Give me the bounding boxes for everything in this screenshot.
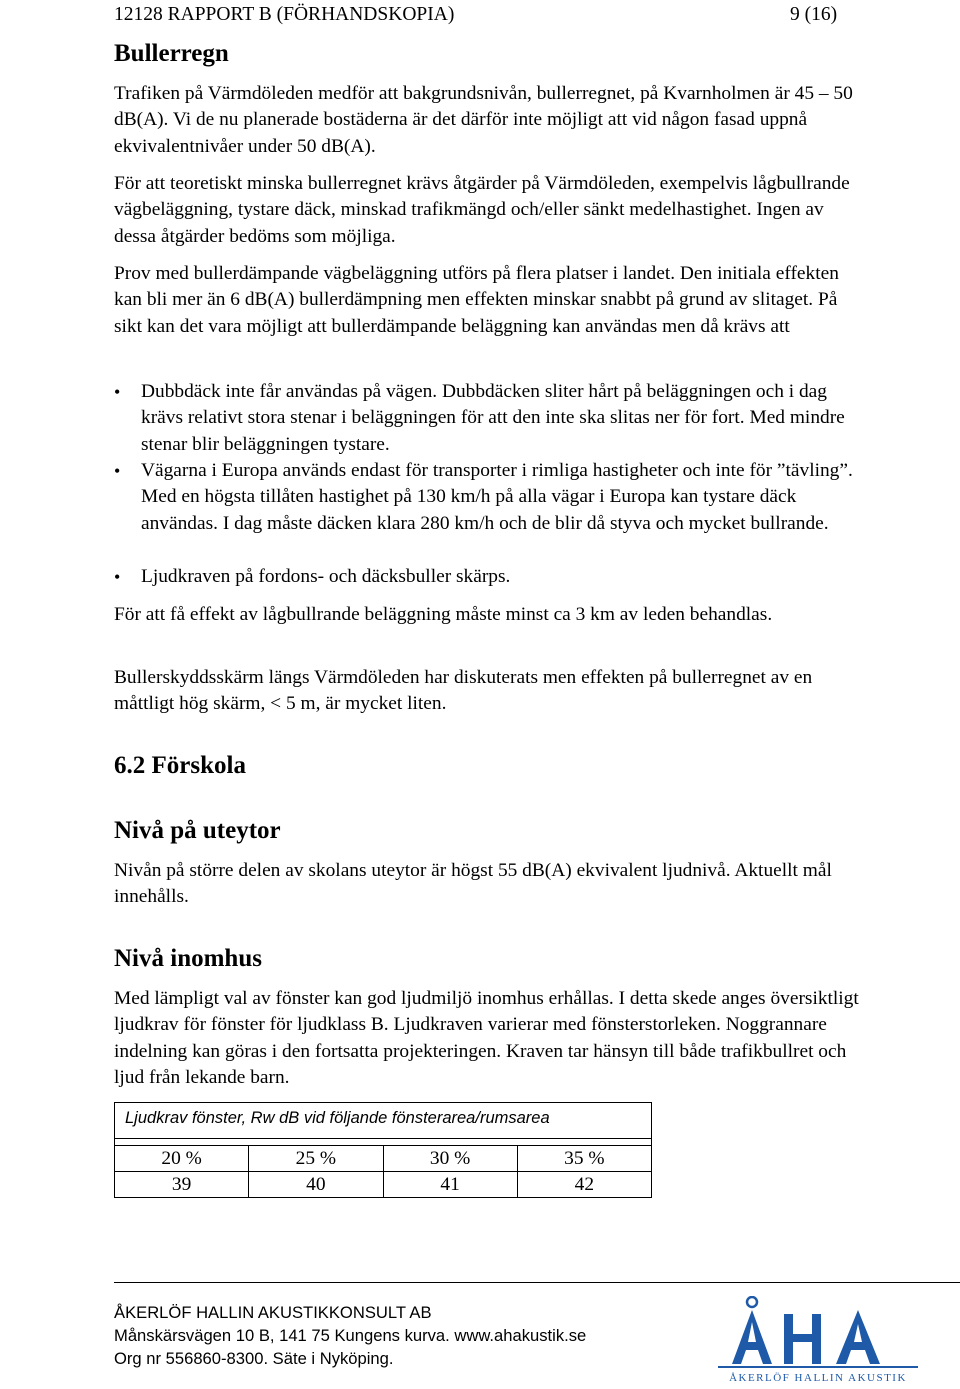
bullet-dot-1: • <box>114 382 121 402</box>
table-cell: 41 <box>383 1172 517 1198</box>
heading-forskola: 6.2 Förskola <box>114 752 246 779</box>
heading-inomhus: Nivå inomhus <box>114 945 262 972</box>
table-header-cell: 20 % <box>115 1146 249 1172</box>
paragraph-1: Trafiken på Värmdöleden medför att bakgrundsnivån, bullerregnet, på Kvarnholmen är 45 – 50 dB(A). Vi de nu planerade bostäderna är det därför inte möjligt att vid någon fasad uppnå ekvivalentnivåer under 50 dB(A). <box>114 83 853 157</box>
footer-org: Org nr 556860-8300. Säte i Nyköping. <box>114 1349 394 1368</box>
report-title: 12128 RAPPORT B (FÖRHANDSKOPIA) <box>114 4 455 25</box>
heading-uteytor: Nivå på uteytor <box>114 817 281 844</box>
table-header-row <box>115 1146 652 1172</box>
page-number: 9 (16) <box>790 4 838 25</box>
bullet-dot-2: • <box>114 461 121 481</box>
heading-bullerregn: Bullerregn <box>114 40 229 67</box>
table-row <box>115 1172 652 1198</box>
paragraph-3: Prov med bullerdämpande vägbeläggning utförs på flera platser i landet. Den initiala effekten kan bli mer än 6 dB(A) bullerdämpning men effekten minskar snabbt på grund av slitaget. På sikt kan det vara möjligt att bullerdämpande beläggning kan användas men då krävs att <box>114 263 839 337</box>
bullet-item-2: Vägarna i Europa används endast för transporter i rimliga hastigheter och inte för ”tävling”. Med en högsta tillåten hastighet på 130 km/h på alla vägar i Europa kan tystare däck användas. I dag måste däcken klara 280 km/h och de blir då styva och mycket bullrande. <box>141 460 853 534</box>
bullet-item-3: Ljudkraven på fordons- och däcksbuller skärps. <box>141 566 511 587</box>
logo-letters-icon <box>718 1297 918 1368</box>
company-logo <box>708 1296 930 1386</box>
table-caption: Ljudkrav fönster, Rw dB vid följande fönsterarea/rumsarea <box>115 1103 652 1139</box>
table-cell: 42 <box>517 1172 651 1198</box>
footer-company: ÅKERLÖF HALLIN AKUSTIKKONSULT AB <box>114 1303 432 1322</box>
footer-address: Månskärsvägen 10 B, 141 75 Kungens kurva. www.ahakustik.se <box>114 1326 587 1345</box>
table-header-cell: 30 % <box>383 1146 517 1172</box>
paragraph-7: Med lämpligt val av fönster kan god ljudmiljö inomhus erhållas. I detta skede anges översiktligt ljudkrav för fönster för ljudklass B. Ljudkraven varierar med fönsterstorleken. Noggrannare indelning kan göras i den fortsatta projekteringen. Kraven tar hänsyn till både trafikbullret och ljud från lekande barn. <box>114 988 859 1088</box>
paragraph-2: För att teoretiskt minska bullerregnet krävs åtgärder på Värmdöleden, exempelvis lågbullrande vägbeläggning, tystare däck, minskad trafikmängd och/eller sänkt medelhastighet. Ingen av dessa åtgärder bedöms som möjliga. <box>114 173 850 247</box>
logo-subtitle: ÅKERLÖF HALLIN AKUSTIK <box>729 1372 907 1384</box>
bullet-item-1: Dubbdäck inte får användas på vägen. Dubbdäcken sliter hårt på beläggningen och i dag krävs relativt stora stenar i beläggningen för att den inte ska slitas ner för fort. Med mindre stenar blir beläggningen tystare. <box>141 381 845 455</box>
table-spacer <box>115 1139 652 1146</box>
table-cell: 39 <box>115 1172 249 1198</box>
table-header-cell: 25 % <box>249 1146 383 1172</box>
table-cell: 40 <box>249 1172 383 1198</box>
paragraph-6: Nivån på större delen av skolans uteytor är högst 55 dB(A) ekvivalent ljudnivå. Aktuellt mål innehålls. <box>114 860 832 908</box>
footer-divider <box>114 1282 960 1283</box>
paragraph-4: För att få effekt av lågbullrande beläggning måste minst ca 3 km av leden behandlas. <box>114 604 773 625</box>
paragraph-5: Bullerskyddsskärm längs Värmdöleden har diskuterats men effekten på bullerregnet av en måttligt hög skärm, < 5 m, är mycket liten. <box>114 667 813 715</box>
window-requirements-table <box>114 1102 652 1198</box>
bullet-dot-3: • <box>114 567 121 587</box>
table-header-cell: 35 % <box>517 1146 651 1172</box>
